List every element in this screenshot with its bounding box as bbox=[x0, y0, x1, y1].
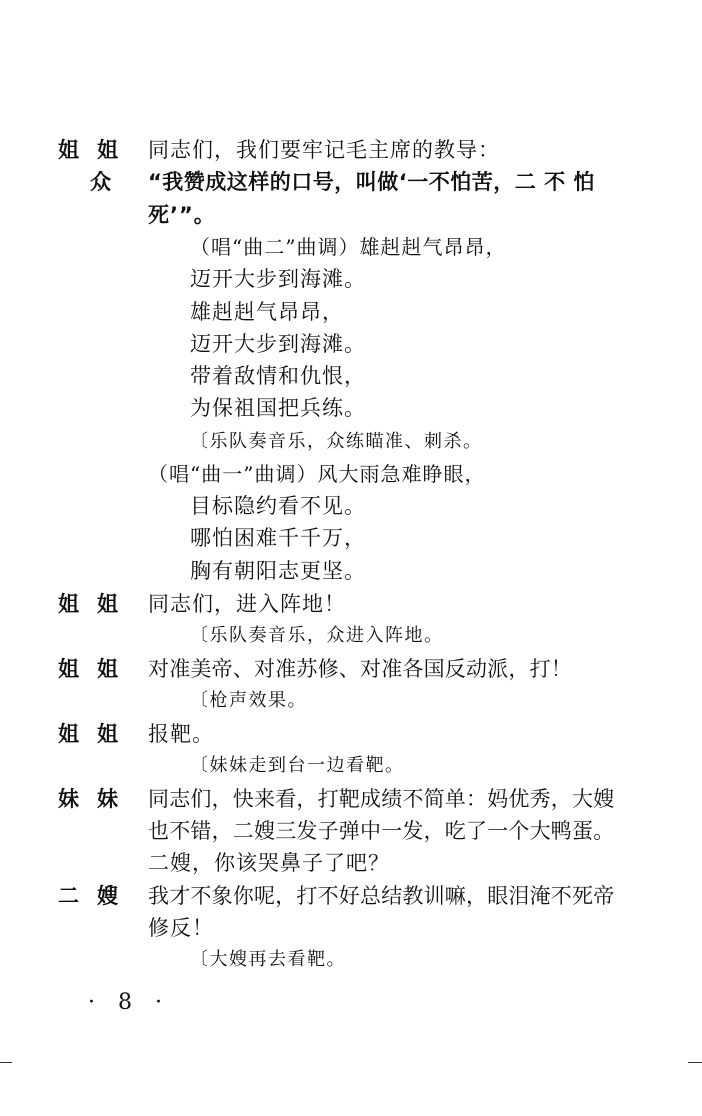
dialogue-line: “我赞成这样的口号，叫做‘一不怕苦，二 不 怕 bbox=[148, 170, 595, 194]
lyric-line: 胸有朝阳志更坚。 bbox=[190, 559, 366, 583]
speaker-name: 妹妹 bbox=[58, 787, 136, 811]
stage-direction: 〔乐队奏音乐，众练瞄准、刺杀。 bbox=[190, 431, 483, 452]
dialogue-line: 同志们，我们要牢记毛主席的教导： bbox=[148, 138, 500, 162]
speaker-name: 姐姐 bbox=[58, 138, 136, 162]
lyric-line: 迈开大步到海滩。 bbox=[190, 267, 366, 291]
dialogue-line: 报靶。 bbox=[148, 722, 214, 746]
page-number: · 8 · bbox=[88, 990, 170, 1015]
lyric-line: 迈开大步到海滩。 bbox=[190, 332, 366, 356]
stage-direction: 〔妹妹走到台一边看靶。 bbox=[190, 755, 405, 776]
lyric-line: （唱“曲一”曲调）风大雨急难睁眼， bbox=[148, 462, 486, 486]
lyric-line: 带着敌情和仇恨， bbox=[190, 364, 366, 388]
dialogue-line: 修反！ bbox=[148, 916, 214, 940]
dialogue-line: 死’”。 bbox=[148, 203, 216, 227]
speaker-name: 姐姐 bbox=[58, 657, 136, 681]
lyric-line: 目标隐约看不见。 bbox=[190, 494, 366, 518]
stage-direction: 〔枪声效果。 bbox=[190, 690, 307, 711]
speaker-name: 众 bbox=[90, 170, 111, 194]
dialogue-line: 对准美帝、对准苏修、对准各国反动派，打！ bbox=[148, 657, 572, 681]
scan-edge-mark-left bbox=[0, 1062, 12, 1063]
stage-direction: 〔大嫂再去看靶。 bbox=[190, 949, 346, 970]
scan-edge-mark-right bbox=[688, 1062, 702, 1063]
speaker-name: 二嫂 bbox=[58, 884, 136, 908]
dialogue-line: 我才不象你呢，打不好总结教训嘛，眼泪淹不死帝 bbox=[148, 884, 615, 908]
lyric-line: 哪怕困难千千万， bbox=[190, 526, 366, 550]
dialogue-line: 二嫂，你该哭鼻子了吧？ bbox=[148, 851, 390, 875]
stage-direction: 〔乐队奏音乐，众进入阵地。 bbox=[190, 625, 444, 646]
speaker-name: 姐姐 bbox=[58, 592, 136, 616]
dialogue-line: 同志们，进入阵地！ bbox=[148, 592, 346, 616]
dialogue-line: 也不错，二嫂三发子弹中一发，吃了一个大鸭蛋。 bbox=[148, 819, 615, 843]
lyric-line: 为保祖国把兵练。 bbox=[190, 396, 366, 420]
speaker-name: 姐姐 bbox=[58, 722, 136, 746]
dialogue-line: 同志们，快来看，打靶成绩不简单：妈优秀，大嫂 bbox=[148, 787, 615, 811]
lyric-line: 雄赳赳气昂昂， bbox=[190, 300, 344, 324]
lyric-line: （唱“曲二”曲调）雄赳赳气昂昂， bbox=[190, 235, 507, 259]
